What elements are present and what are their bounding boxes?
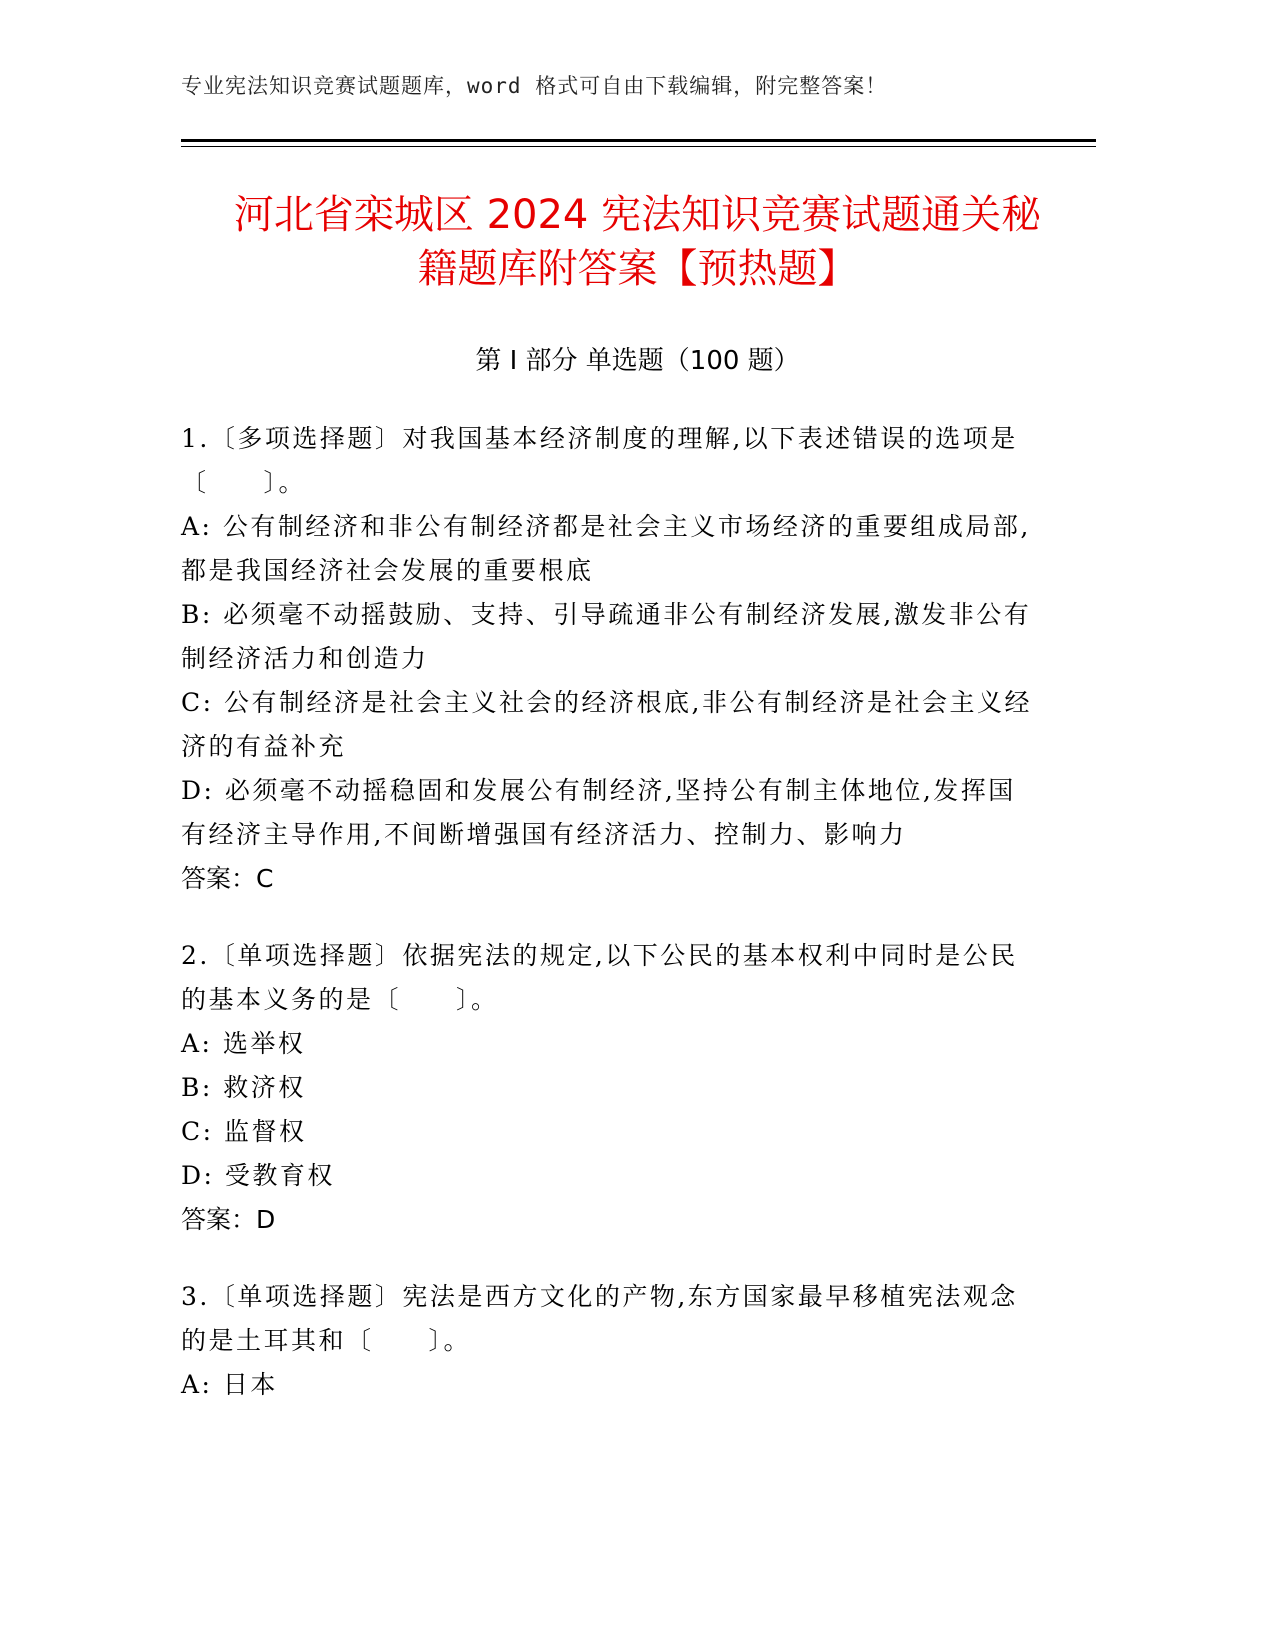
question-option-c: C: 公有制经济是社会主义社会的经济根底,非公有制经济是社会主义经济的有益补充 (181, 688, 1032, 761)
question-option-b: B: 必须毫不动摇鼓励、支持、引导疏通非公有制经济发展,激发非公有制经济活力和创造力 (181, 600, 1032, 673)
question-option-b: B: 救济权 (181, 1073, 306, 1102)
header-rule-thick (181, 139, 1096, 142)
document-title-line1: 河北省栾城区 2024 宪法知识竞赛试题通关秘 (233, 192, 1042, 238)
question-list (181, 417, 1041, 1440)
question-option-d: D: 必须毫不动摇稳固和发展公有制经济,坚持公有制主体地位,发挥国有经济主导作用,不间断增强国有经济活力、控制力、影响力 (181, 776, 1016, 849)
question-1 (181, 417, 1041, 901)
question-3 (181, 1275, 1041, 1407)
question-option-d: D: 受教育权 (181, 1161, 335, 1190)
document-title (120, 188, 1155, 296)
question-stem: 2.〔单项选择题〕依据宪法的规定,以下公民的基本权利中同时是公民的基本义务的是〔 〕。 (181, 941, 1018, 1014)
document-title-line2: 籍题库附答案【预热题】 (417, 246, 858, 292)
question-stem: 3.〔单项选择题〕宪法是西方文化的产物,东方国家最早移植宪法观念的是土耳其和〔 〕。 (181, 1282, 1018, 1355)
question-stem: 1.〔多项选择题〕对我国基本经济制度的理解,以下表述错误的选项是〔 〕。 (181, 424, 1018, 497)
question-option-c: C: 监督权 (181, 1117, 307, 1146)
question-option-a: A: 选举权 (181, 1029, 306, 1058)
question-option-a: A: 日本 (181, 1370, 278, 1399)
question-answer: 答案：D (181, 1205, 276, 1234)
section-title: 第 I 部分 单选题（100 题） (475, 346, 800, 376)
header-rule-thin (181, 146, 1096, 147)
question-2 (181, 934, 1041, 1242)
header-note: 专业宪法知识竞赛试题题库，word 格式可自由下载编辑，附完整答案！ (181, 74, 888, 98)
question-answer: 答案：C (181, 864, 274, 893)
question-option-a: A: 公有制经济和非公有制经济都是社会主义市场经济的重要组成局部,都是我国经济社会发展的重要根底 (181, 512, 1031, 585)
